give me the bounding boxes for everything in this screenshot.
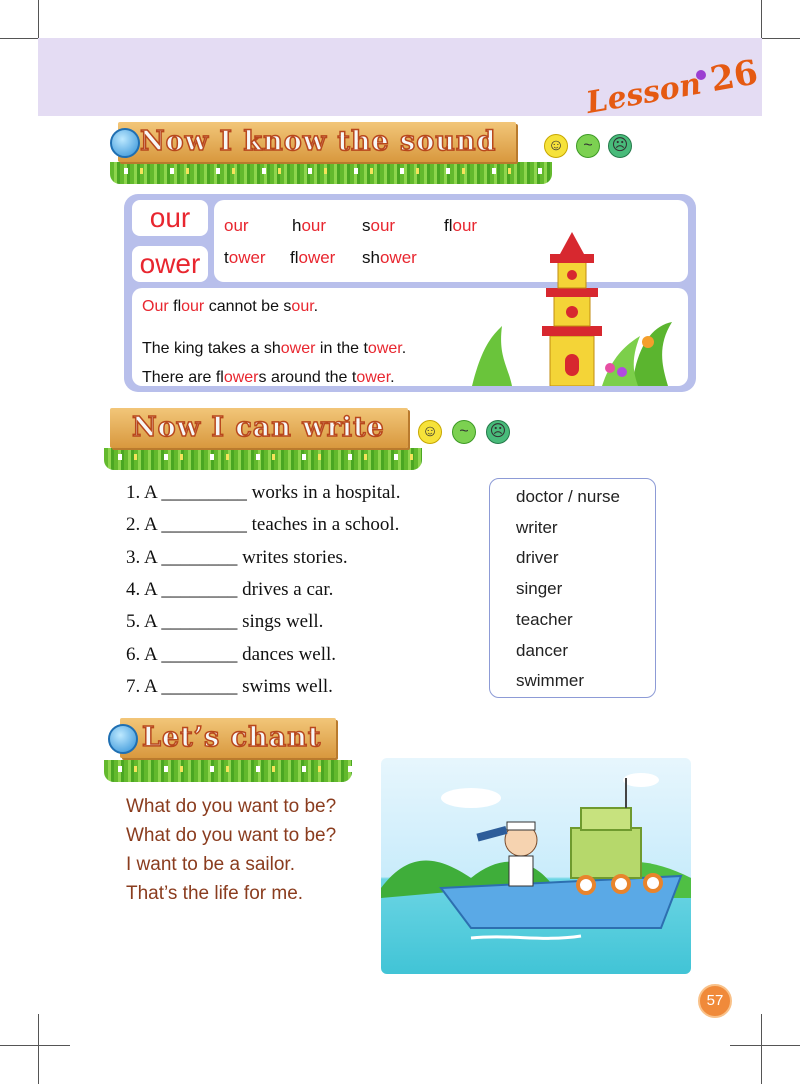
word-bank-item: swimmer <box>516 671 584 691</box>
example-sentence <box>142 340 406 358</box>
word-bank-box <box>489 478 656 698</box>
sound-word <box>224 248 266 268</box>
exercise-blank: _________ <box>161 482 247 503</box>
word-sound-highlight: ower <box>298 248 336 267</box>
word-sound-highlight: our <box>370 216 396 235</box>
sound-word <box>362 248 417 268</box>
exercise-text: drives a car. <box>237 578 334 600</box>
happy-face-icon[interactable]: ☺ <box>418 420 442 444</box>
sentence-part: There are fl <box>142 369 224 386</box>
word-bank-item: doctor / nurse <box>516 487 620 506</box>
crop-mark <box>0 1045 70 1046</box>
exercise-number: 2. A <box>126 514 162 536</box>
exercise-text: writes stories. <box>237 546 348 568</box>
sentence-sound-highlight: ower <box>356 369 391 386</box>
crop-mark <box>38 1014 39 1084</box>
section-title-write: Now I can write <box>132 412 385 443</box>
word-part: fl <box>444 216 453 235</box>
sound-word <box>362 216 395 236</box>
exercise-text: works in a hospital. <box>246 482 401 503</box>
sentence-part: . <box>390 369 395 386</box>
exercise-text: teaches in a school. <box>246 514 400 536</box>
exercise-blank: ________ <box>161 643 238 665</box>
audio-icon[interactable] <box>110 128 140 158</box>
exercise-item <box>126 579 333 601</box>
exercise-text: sings well. <box>237 611 324 633</box>
sentence-sound-highlight: ower <box>280 340 316 357</box>
word-part: s <box>362 216 371 235</box>
crop-mark <box>730 1045 800 1046</box>
chant-line: What do you want to be? <box>126 796 337 817</box>
sad-face-icon[interactable]: ☹ <box>608 134 632 158</box>
word-sound-highlight: ower <box>228 248 266 267</box>
section-banner-chant <box>120 718 336 758</box>
exercise-item <box>126 611 323 633</box>
exercise-item <box>126 547 348 569</box>
neutral-face-icon[interactable]: ~ <box>576 134 600 158</box>
sound-word <box>292 216 326 236</box>
example-sentence <box>142 298 318 316</box>
exercise-item <box>126 676 333 698</box>
lesson-word: Lesson <box>583 66 704 122</box>
crop-mark <box>761 1014 762 1084</box>
example-sentence <box>142 369 395 387</box>
sailor-ship-illustration <box>381 758 691 974</box>
word-sound-highlight: our <box>452 216 478 235</box>
sentence-part: fl <box>168 298 182 315</box>
sound-tag-ower: ower <box>132 246 208 282</box>
word-bank-item: singer <box>516 579 563 599</box>
chant-line: What do you want to be? <box>126 825 337 846</box>
word-part: t <box>224 248 229 267</box>
exercise-item <box>126 482 400 504</box>
page-number: 57 <box>698 984 732 1018</box>
exercise-blank: _________ <box>161 514 247 536</box>
exercise-blank: ________ <box>161 546 238 568</box>
pagoda-illustration <box>462 226 688 386</box>
section-title-chant: Let’s chant <box>142 722 322 753</box>
sentence-sound-highlight: our <box>291 298 314 315</box>
chant-line: That’s the life for me. <box>126 883 304 904</box>
word-sound-highlight: our <box>224 216 249 235</box>
grass-decoration <box>104 760 352 782</box>
exercise-number: 1. A <box>126 482 162 503</box>
exercise-number: 5. A <box>126 611 162 633</box>
exercise-number: 7. A <box>126 675 162 697</box>
neutral-face-icon[interactable]: ~ <box>452 420 476 444</box>
word-part: sh <box>362 248 380 267</box>
sound-tag-our: our <box>132 200 208 236</box>
exercise-blank: ________ <box>161 578 238 600</box>
sad-face-icon[interactable]: ☹ <box>486 420 510 444</box>
word-part: h <box>292 216 302 235</box>
exercise-number: 3. A <box>126 546 162 568</box>
word-sound-highlight: our <box>301 216 327 235</box>
exercise-number: 6. A <box>126 643 162 665</box>
happy-face-icon[interactable]: ☺ <box>544 134 568 158</box>
word-bank-item: teacher <box>516 609 573 629</box>
word-bank-item: writer <box>516 517 558 537</box>
sound-word <box>290 248 335 268</box>
word-sound-highlight: ower <box>379 248 417 267</box>
grass-decoration <box>104 448 422 470</box>
sentence-sound-highlight: ower <box>367 340 402 357</box>
section-banner-write <box>110 408 408 448</box>
sentence-part: . <box>313 298 319 315</box>
section-title-sound: Now I know the sound <box>140 126 497 157</box>
exercise-item <box>126 514 399 536</box>
chant-line: I want to be a sailor. <box>126 854 295 875</box>
exercise-item <box>126 644 336 666</box>
sentence-sound-highlight: ower <box>223 369 259 386</box>
sentence-part: . <box>401 340 407 357</box>
sentence-part: in the t <box>315 340 368 357</box>
sentence-part: s around the t <box>258 369 357 386</box>
exercise-blank: ________ <box>161 675 238 697</box>
section-banner-sound <box>118 122 516 162</box>
exercise-blank: ________ <box>161 611 238 633</box>
sentence-sound-highlight: Our <box>142 298 169 315</box>
exercise-number: 4. A <box>126 578 162 600</box>
sentence-part: cannot be s <box>204 298 292 315</box>
exercise-text: swims well. <box>237 675 333 697</box>
word-part: fl <box>290 248 299 267</box>
lesson-number: 26 <box>707 52 761 101</box>
sentence-part: The king takes a sh <box>142 340 281 357</box>
exercise-text: dances well. <box>237 643 337 665</box>
grass-decoration <box>110 162 552 184</box>
word-bank-item: dancer <box>516 640 568 660</box>
sentence-sound-highlight: our <box>181 298 205 315</box>
sound-word <box>224 216 249 236</box>
word-bank-item: driver <box>516 548 559 568</box>
audio-icon[interactable] <box>108 724 138 754</box>
